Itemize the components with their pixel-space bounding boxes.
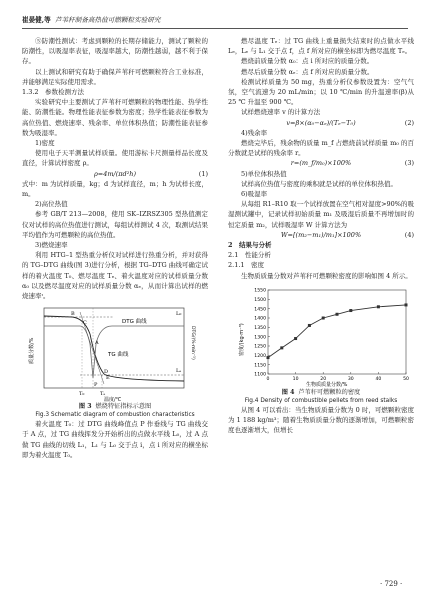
section-heading: 2.1.1 密度 <box>228 261 265 270</box>
label-E: E <box>106 375 110 382</box>
equation-number: (4) <box>404 230 414 239</box>
density-data-point <box>377 305 380 308</box>
caption-number: 图 3 <box>78 403 92 411</box>
x-tick-label: 20 <box>320 376 327 382</box>
figure-3-caption <box>22 402 208 411</box>
x-tick-label: 40 <box>375 376 382 382</box>
label-B: B <box>71 311 75 318</box>
subheading: 5)单位体积热值 <box>241 169 287 178</box>
section-heading: 2.1 性能分析 <box>228 251 271 260</box>
subheading: 3)燃烧速率 <box>35 241 68 250</box>
y-axis-label-left: 质量分数/% <box>29 337 35 365</box>
plot-frame <box>44 308 184 388</box>
density-data-point <box>267 356 270 359</box>
x-tick-label: 0 <box>266 376 270 382</box>
section-heading: 2 结果与分析 <box>228 241 272 250</box>
y-tick-label: 1500 <box>254 297 266 303</box>
paragraph: 使用电子天平测量试样质量。使用游标卡尺测量样品长度及直径，计算试样密度 ρ。 <box>22 149 208 168</box>
paragraph: 燃烧完毕后，残余物的质量 m_f 占燃烧前试样质量 m₀ 的百分数就是试样的残余率 r。 <box>228 139 414 158</box>
equation-2 <box>228 118 414 128</box>
label-P: P <box>94 382 98 389</box>
equation-text: W=[(m₂−m₁)/m₁]×100% <box>280 230 362 239</box>
equation-text: r=(m_f/m₀)×100% <box>290 159 352 168</box>
y-tick-label: 1550 <box>254 288 266 294</box>
density-data-point <box>294 337 297 340</box>
label-T0: T₀ <box>79 391 85 398</box>
figure-3-caption-en: Fig.3 Schematic diagram of combustion characteristics <box>35 412 195 419</box>
subheading: 1)密度 <box>35 139 55 148</box>
x-tick-label: 10 <box>292 376 299 382</box>
equation-number: (1) <box>198 169 208 178</box>
density-data-point <box>322 316 325 319</box>
equation-4 <box>228 230 414 240</box>
equation-number: (2) <box>404 118 414 127</box>
paragraph: 燃尽温度 Tₑ：过 TG 曲线上重量损失结束时的点做水平线 Lₑ，Lₑ 与 L₁ 交于点 f，点 f 所对应的横坐标即为燃尽温度 Tₑ。 <box>228 37 414 56</box>
y-axis-label: 密度/(kg·m⁻³) <box>239 323 245 356</box>
page-number: · 729 · <box>380 580 403 588</box>
x-tick-label: 50 <box>403 376 409 382</box>
paragraph: 燃烧前质量分数 α₀：点 i 所对应的质量分数。 <box>241 57 374 66</box>
y-tick-label: 1300 <box>254 335 266 341</box>
paragraph: 式中：m 为试样质量，kg；d 为试样直径，m；h 为试样长度，m。 <box>22 179 208 199</box>
y-tick-label: 1400 <box>254 316 266 322</box>
paragraph: 试样高位热值与密度的乘积就是试样的单位体积热值。 <box>241 179 397 188</box>
paragraph: 燃尽后质量分数 αₑ：点 f 所对应的质量分数。 <box>241 67 374 76</box>
density-data-point <box>308 324 311 327</box>
header-authors: 崔晏健,等 <box>22 16 51 24</box>
y-tick-label: 1100 <box>254 372 266 378</box>
equation-3 <box>228 158 414 168</box>
tg-dtg-schematic <box>22 304 208 402</box>
y-tick-label: 1350 <box>254 325 266 331</box>
paragraph: 从每组 R1–R10 取一个试样放置在空气相对湿度>90%的吸湿测试罐中，记录试样初始质量 m₁ 及吸湿后质量不再增加时的恒定质量 m₂，试样吸湿率 W 计算方法为 <box>228 200 414 229</box>
label-D: D <box>104 369 109 376</box>
caption-text: 芦苇秆可燃颗粒的密度 <box>298 388 361 396</box>
left-column <box>22 36 208 460</box>
figure-3 <box>22 304 208 419</box>
figure-4 <box>228 284 414 405</box>
subheading: 2)高位热值 <box>35 200 68 209</box>
label-A: A <box>95 340 99 347</box>
paragraph: 从图 4 可以看出：当生物质质量分数为 0 时，可燃颗粒密度为 1 188 kg/m³；随着生物质质量分数的逐渐增加，可燃颗粒密度也逐渐增大，但增长 <box>228 405 414 435</box>
right-column <box>228 36 414 435</box>
caption-text: 燃烧特征指标示意图 <box>95 403 152 411</box>
density-data-point <box>280 346 283 349</box>
x-tick-label: 30 <box>347 376 354 382</box>
y-tick-label: 1150 <box>254 363 266 369</box>
x-axis-label: 温度/℃ <box>104 397 122 403</box>
density-data-point <box>405 303 408 306</box>
y-tick-label: 1200 <box>254 353 266 359</box>
paragraph: 以上测试和研究有助于确保芦苇秆可燃颗粒符合工业标准，并能够满足实际使用需求。 <box>22 67 208 86</box>
density-data-point <box>336 313 339 316</box>
paragraph: 参考 GB/T 213—2008，使用 SK–IZRSZ305 型热值测定仪对试样的高位热值进行测试，每组试样测试 4 次，取测试结果平均值作为可燃颗粒的高位热值。 <box>22 210 208 239</box>
label-Le: Lₑ <box>176 368 182 375</box>
paragraph: ⑤防潮性测试：考虑到颗粒的长期存储能力，测试了颗粒的防潮性，以吸湿率表征，吸湿率越大，防潮性越弱，越不利于保存。 <box>22 37 208 66</box>
header-rule <box>22 28 408 29</box>
density-chart <box>228 284 414 388</box>
y-tick-label: 1450 <box>254 307 266 313</box>
paragraph: 着火温度 T₀：过 DTG 曲线峰值点 P 作垂线与 TG 曲线交于 A 点，过 TG 曲线挥发分开始析出的点做水平线 L₀，过 A 点做 TG 曲线的切线 L₁，L₁ 与 L₀ 交于点 i，点 i 所对应的横坐标即为着火温度 T₀。 <box>22 420 208 459</box>
density-data-point <box>349 309 352 312</box>
equation-text: ρ=4m/(πd²h) <box>93 169 137 178</box>
label-L0: L₀ <box>176 311 182 318</box>
running-header <box>22 14 408 28</box>
y-axis-label-right: DTG/(%·min⁻¹) <box>190 326 195 361</box>
y-tick-label: 1250 <box>254 344 266 350</box>
figure-4-caption <box>228 388 414 397</box>
paragraph: 利用 HTG–1 型热重分析仪对试样进行热重分析，并对获得的 TG–DTG 曲线(图 3)进行分析，根据 TG–DTG 曲线可确定试样的着火温度 T₀、燃尽温度 Tₑ、着火温度对应的试样质量分数 α₀ 以及燃尽温度对应的试样质量分数 αₑ，从而计算出试样的燃烧速率ᶦ。 <box>22 251 208 301</box>
paragraph: 试样燃烧速率 v 的计算方法 <box>241 108 321 117</box>
plot-frame <box>268 290 406 374</box>
equation-1 <box>22 169 208 179</box>
label-C: C <box>83 320 87 327</box>
label-Te: Tₑ <box>100 391 106 398</box>
x-axis-label: 生物质质量分数/% <box>306 381 348 388</box>
caption-number: 图 4 <box>281 388 295 396</box>
equation-number: (3) <box>404 159 414 168</box>
header-title: 芦苇秆制备高热值可燃颗粒实验研究 <box>54 16 161 24</box>
figure-4-caption-en: Fig.4 Density of combustible pellets from reed stalks <box>244 397 398 404</box>
dtg-label: DTG 曲线 <box>122 319 147 326</box>
paragraph: 实验研究中主要测试了芦苇秆可燃颗粒的物理性能、热学性能、防潮性能。物理性能表征参数为密度；热学性能表征参数为高位热值、燃烧速率、残余率、单位体积热值；防潮性能表征参数为吸湿率。 <box>22 98 208 137</box>
paragraph: 检测试样质量为 50 mg，热重分析仪参数设置为：空气气氛，空气流速为 20 mL/min；以 10 ℃/min 的升温速率(β)从 25 ℃ 升温至 900 ℃。 <box>228 77 414 107</box>
tg-label: TG 曲线 <box>108 352 129 359</box>
paragraph: 生物质质量分数对芦苇秆可燃颗粒密度的影响如图 4 所示。 <box>241 271 412 280</box>
section-heading: 1.3.2 参数检测方法 <box>22 88 85 97</box>
equation-text: v=β×(α₀−αₑ)/(Tₑ−T₀) <box>286 118 356 127</box>
subheading: 6)吸湿率 <box>241 190 268 199</box>
subheading: 4)残余率 <box>241 128 268 137</box>
